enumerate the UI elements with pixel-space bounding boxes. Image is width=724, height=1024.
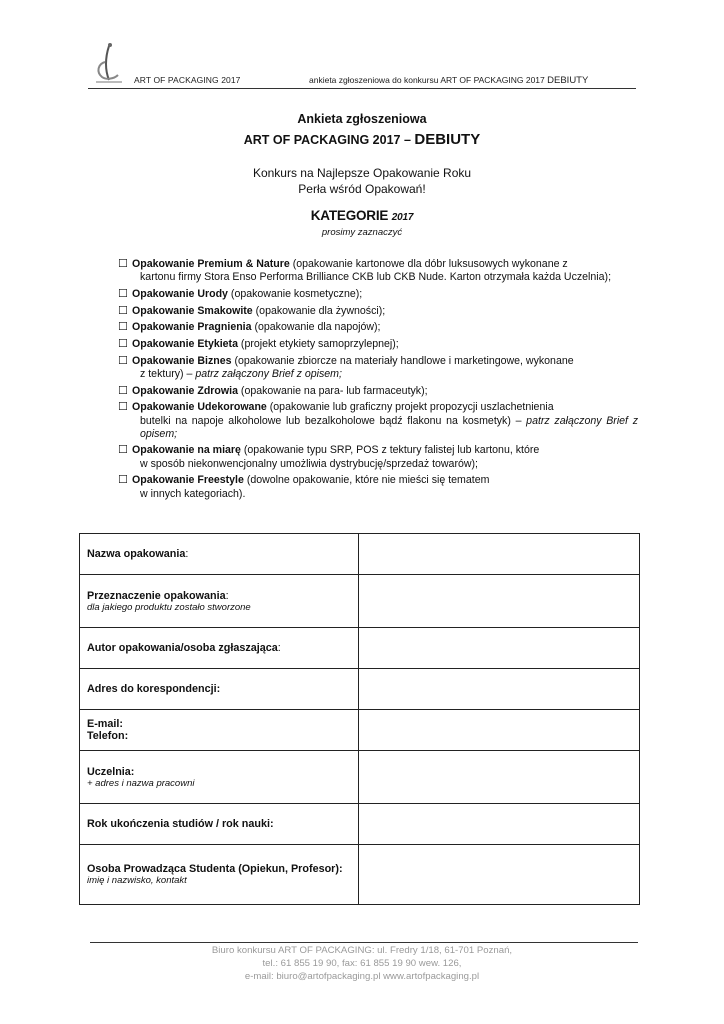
category-description: (opakowanie kartonowe dla dóbr luksusowych wykonane z: [289, 258, 568, 270]
header-right-emph: DEBIUTY: [547, 75, 589, 86]
categories-heading: [0, 208, 724, 223]
category-item: [118, 321, 638, 334]
category-description: (opakowanie kosmetyczne);: [227, 287, 363, 300]
form-label-suffix: :: [185, 548, 189, 560]
category-description: (opakowanie typu SRP, POS z tektury falistej lub kartonu, które: [240, 444, 540, 457]
category-name: Opakowanie Premium & Nature: [132, 258, 290, 270]
category-description: (opakowanie lub graficzny projekt propozycji uszlachetnienia: [266, 401, 554, 414]
category-description-cont-text: butelki na napoje alkoholowe lub bezalkoholowe bądź flakonu na kosmetyk) –: [140, 414, 527, 427]
category-list: [118, 258, 638, 504]
form-label-text: Nazwa opakowania: [87, 548, 186, 560]
form-row: [80, 710, 640, 751]
form-label-cell: [80, 628, 359, 669]
form-label-hint: dla jakiego produktu zostało stworzone: [87, 601, 251, 613]
form-input-cell[interactable]: [358, 534, 639, 575]
form-title: Ankieta zgłoszeniowa: [297, 112, 427, 126]
category-description-cont: [132, 271, 638, 284]
form-row: [80, 751, 640, 804]
category-checkbox[interactable]: ☐: [118, 258, 128, 270]
form-label-cell: [80, 575, 359, 628]
category-description-cont-text: w sposób niekonwencjonalny umożliwia dystrybucję/sprzedaż towarów);: [140, 457, 478, 470]
form-label: [87, 642, 358, 654]
form-label: [87, 766, 358, 778]
form-label-text: E-mail:: [87, 718, 123, 730]
form-input-cell[interactable]: [358, 669, 639, 710]
form-input-cell[interactable]: [358, 575, 639, 628]
form-label: [87, 683, 358, 695]
header-right-main: ankieta zgłoszeniowa do konkursu ART OF PACKAGING 2017: [309, 75, 545, 85]
footer-address: Biuro konkursu ART OF PACKAGING: ul. Fredry 1/18, 61-701 Poznań,: [211, 945, 513, 956]
category-item: [118, 385, 638, 398]
header-left-text: ART OF PACKAGING 2017: [134, 75, 241, 85]
form-label-cell: [80, 710, 359, 751]
form-row: [80, 575, 640, 628]
category-item: [118, 258, 638, 284]
form-label-hint: + adres i nazwa pracowni: [87, 777, 195, 789]
categories-heading-text: KATEGORIE: [310, 208, 389, 223]
category-description-cont: [132, 415, 638, 441]
category-description-cont: [132, 488, 638, 501]
category-checkbox[interactable]: ☐: [118, 338, 128, 351]
form-label-cell: [80, 804, 359, 845]
category-description-cont-italic: patrz załączony Brief z opisem;: [195, 367, 342, 380]
category-checkbox[interactable]: ☐: [118, 474, 128, 487]
form-label-text: Autor opakowania/osoba zgłaszająca: [87, 642, 278, 654]
form-input-cell[interactable]: [358, 804, 639, 845]
category-description: (opakowanie dla żywności);: [252, 304, 386, 317]
category-name: Opakowanie Smakowite: [132, 304, 253, 317]
form-label-cell: [80, 751, 359, 804]
category-description: (opakowanie dla napojów);: [251, 321, 381, 334]
form-label-suffix: :: [277, 642, 281, 654]
category-description: (projekt etykiety samoprzylepnej);: [237, 338, 399, 351]
form-label: [87, 818, 358, 830]
form-label: [87, 863, 358, 875]
category-checkbox[interactable]: ☐: [118, 304, 128, 317]
category-name: Opakowanie Urody: [132, 287, 228, 300]
header-divider: [88, 88, 636, 89]
category-name: Opakowanie Etykieta: [132, 338, 238, 351]
footer-email: e-mail: biuro@artofpackaging.pl www.artofpackaging.pl: [244, 971, 480, 982]
form-row: [80, 534, 640, 575]
form-input-cell[interactable]: [358, 751, 639, 804]
category-description-cont-italic: patrz załączony Brief z opisem;: [140, 414, 638, 440]
form-row: [80, 804, 640, 845]
form-label-text: Osoba Prowadząca Studenta (Opiekun, Profesor):: [87, 863, 343, 875]
footer-phone: tel.: 61 855 19 90, fax: 61 855 19 90 wew. 126,: [262, 958, 462, 969]
form-label-text: Adres do korespondencji:: [87, 683, 221, 695]
entry-form-table: [79, 533, 640, 905]
category-name: Opakowanie Pragnienia: [132, 321, 252, 334]
form-label-cell: [80, 845, 359, 905]
contest-subtitle-2: Perła wśród Opakowań!: [298, 182, 426, 196]
category-description-cont: [132, 458, 638, 471]
category-name: Opakowanie Udekorowane: [132, 401, 267, 414]
category-item: [118, 444, 638, 470]
category-item: [118, 401, 638, 441]
category-checkbox[interactable]: ☐: [118, 444, 128, 457]
category-checkbox[interactable]: ☐: [118, 384, 128, 397]
category-name: Opakowanie na miarę: [132, 444, 241, 457]
categories-heading-year: 2017: [391, 212, 414, 223]
form-label: [87, 548, 358, 560]
form-label-cell: [80, 534, 359, 575]
contest-subtitle-1: Konkurs na Najlepsze Opakowanie Roku: [252, 166, 472, 180]
form-row: [80, 845, 640, 905]
form-label: [87, 718, 358, 730]
category-item: [118, 288, 638, 301]
form-input-cell[interactable]: [358, 845, 639, 905]
category-checkbox[interactable]: ☐: [118, 401, 128, 414]
art-of-packaging-logo-icon: [88, 42, 128, 84]
category-name: Opakowanie Biznes: [132, 354, 232, 367]
category-description-cont-text: z tektury) –: [140, 367, 196, 380]
form-label-text: Przeznaczenie opakowania: [87, 589, 226, 602]
form-label: [87, 590, 358, 602]
footer-divider: [90, 942, 638, 943]
category-description: (opakowanie na para- lub farmaceutyk);: [237, 384, 428, 397]
category-item: [118, 355, 638, 381]
category-name: Opakowanie Zdrowia: [132, 384, 238, 397]
form-label-cell: [80, 669, 359, 710]
category-item: [118, 305, 638, 318]
contest-title-main: ART OF PACKAGING 2017 –: [243, 133, 415, 147]
category-description-cont: [132, 368, 638, 381]
category-description: (opakowanie zbiorcze na materiały handlowe i marketingowe, wykonane: [231, 354, 574, 367]
form-label-hint: imię i nazwisko, kontakt: [87, 875, 187, 886]
form-input-cell[interactable]: [358, 628, 639, 669]
category-checkbox[interactable]: ☐: [118, 321, 128, 334]
category-checkbox[interactable]: ☐: [118, 287, 128, 300]
category-description-cont-text: w innych kategoriach).: [140, 487, 246, 500]
form-input-cell[interactable]: [358, 710, 639, 751]
category-item: [118, 338, 638, 351]
category-item: [118, 474, 638, 500]
contest-title-debiuty: DEBIUTY: [414, 131, 481, 148]
form-row: [80, 669, 640, 710]
category-description-cont-text: kartonu firmy Stora Enso Performa Brilliance CKB lub CKB Nude. Karton otrzymała każda Uczelnia);: [140, 271, 612, 284]
form-label-text: Rok ukończenia studiów / rok nauki:: [87, 818, 274, 830]
categories-hint: prosimy zaznaczyć: [321, 227, 403, 238]
form-label-text: Uczelnia:: [87, 765, 135, 778]
form-row: [80, 628, 640, 669]
category-name: Opakowanie Freestyle: [132, 474, 244, 487]
form-label-2: Telefon:: [87, 730, 129, 742]
category-checkbox[interactable]: ☐: [118, 354, 128, 367]
contest-title: [0, 131, 724, 148]
category-description: (dowolne opakowanie, które nie mieści się tematem: [243, 474, 490, 487]
header-right-text: [309, 75, 588, 86]
form-label-suffix: :: [225, 589, 229, 602]
